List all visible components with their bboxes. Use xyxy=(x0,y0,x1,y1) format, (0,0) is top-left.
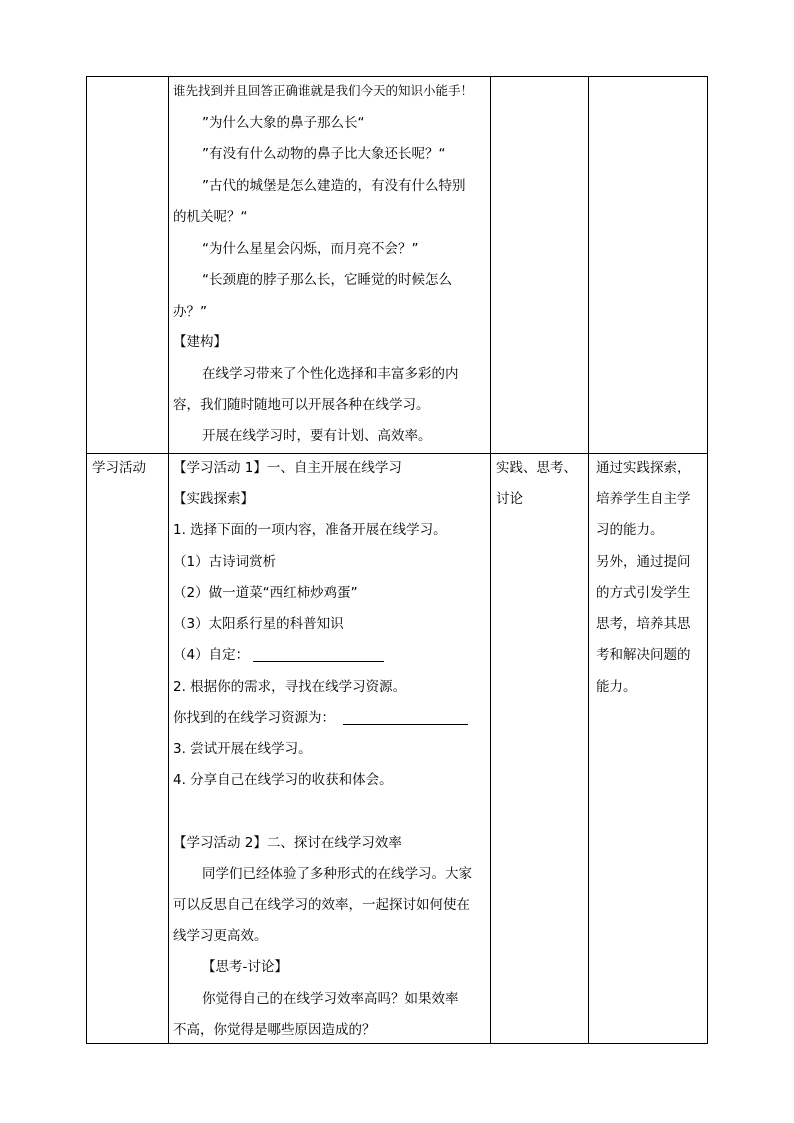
content-line: ”为什么大象的鼻子那么长“ xyxy=(202,115,365,131)
table-border-bottom xyxy=(86,1043,708,1044)
method-line: 讨论 xyxy=(496,491,523,507)
option-item: （4）自定： xyxy=(173,647,250,663)
content-line: 开展在线学习时，要有计划、高效率。 xyxy=(202,428,432,444)
intent-line: 通过实践探索， xyxy=(596,460,691,476)
column-divider-2 xyxy=(490,76,491,1044)
activity-heading: 【学习活动 1】一、自主开展在线学习 xyxy=(173,460,402,476)
content-line: 办？” xyxy=(173,304,207,320)
content-line: 在线学习带来了个性化选择和丰富多彩的内 xyxy=(202,366,459,382)
intent-line: 培养学生自主学 xyxy=(596,491,691,507)
content-line: 1. 选择下面的一项内容，准备开展在线学习。 xyxy=(173,522,447,538)
fill-in-blank xyxy=(253,661,384,662)
section-heading: 【实践探索】 xyxy=(173,491,254,507)
content-line: ”古代的城堡是怎么建造的，有没有什么特别 xyxy=(202,178,466,194)
content-line: “长颈鹿的脖子那么长，它睡觉的时候怎么 xyxy=(202,272,452,288)
content-line: 可以反思自己在线学习的效率，一起探讨如何使在 xyxy=(173,897,470,913)
option-item: （2）做一道菜“西红柿炒鸡蛋” xyxy=(173,585,358,601)
content-line: 同学们已经体验了多种形式的在线学习。大家 xyxy=(202,866,472,882)
column-divider-3 xyxy=(588,76,589,1044)
activity-heading: 【学习活动 2】二、探讨在线学习效率 xyxy=(173,835,402,851)
fill-in-blank xyxy=(343,724,468,725)
content-line: 不高，你觉得是哪些原因造成的？ xyxy=(173,1022,376,1038)
intent-line: 思考，培养其思 xyxy=(596,616,691,632)
table-border-left xyxy=(86,76,87,1044)
row-divider xyxy=(86,453,708,454)
content-line: ”有没有什么动物的鼻子比大象还长呢？“ xyxy=(202,146,446,162)
section-heading: 【建构】 xyxy=(173,334,227,350)
section-heading: 【思考-讨论】 xyxy=(202,959,288,975)
content-line: 谁先找到并且回答正确谁就是我们今天的知识小能手！ xyxy=(173,83,474,98)
content-line: 你找到的在线学习资源为： xyxy=(173,710,335,726)
content-line: “为什么星星会闪烁，而月亮不会？” xyxy=(202,241,419,257)
content-line: 的机关呢？“ xyxy=(173,209,248,225)
intent-line: 另外，通过提问 xyxy=(596,554,691,570)
intent-line: 的方式引发学生 xyxy=(596,585,691,601)
content-line: 3. 尝试开展在线学习。 xyxy=(173,741,312,757)
intent-line: 考和解决问题的 xyxy=(596,647,691,663)
content-line: 4. 分享自己在线学习的收获和体会。 xyxy=(173,772,393,788)
table-border-right xyxy=(707,76,708,1044)
content-line: 你觉得自己的在线学习效率高吗？如果效率 xyxy=(202,991,459,1007)
table-border-top xyxy=(86,76,708,77)
intent-line: 习的能力。 xyxy=(596,522,664,538)
content-line: 线学习更高效。 xyxy=(173,928,268,944)
content-line: 2. 根据你的需求，寻找在线学习资源。 xyxy=(173,679,407,695)
row-label: 学习活动 xyxy=(92,460,146,476)
content-line: 容，我们随时随地可以开展各种在线学习。 xyxy=(173,397,430,413)
option-item: （3）太阳系行星的科普知识 xyxy=(173,616,344,632)
method-line: 实践、思考、 xyxy=(496,460,577,476)
column-divider-1 xyxy=(168,76,169,1044)
option-item: （1）古诗词赏析 xyxy=(173,554,277,570)
intent-line: 能力。 xyxy=(596,679,637,695)
